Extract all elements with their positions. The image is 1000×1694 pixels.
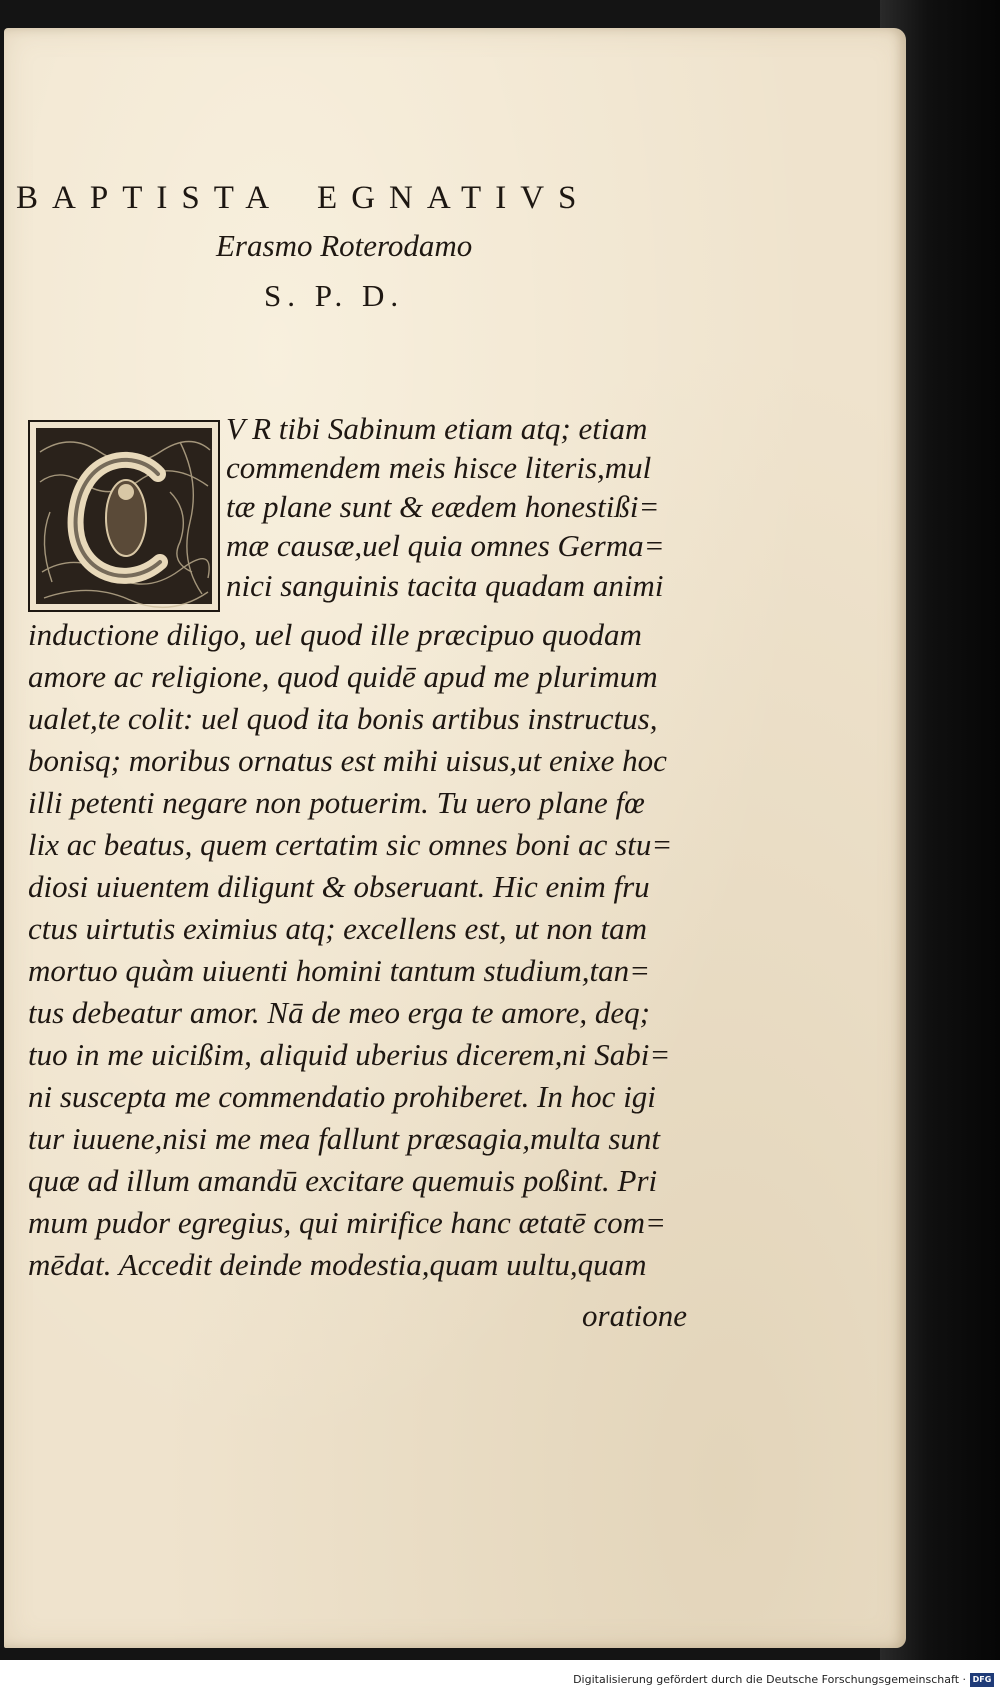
text-line: inductione diligo, uel quod ille præcipuo quodam — [28, 617, 642, 652]
text-line: diosi uiuentem diligunt & obseruant. Hic enim fru — [28, 869, 650, 904]
text-line: illi petenti negare non potuerim. Tu uero plane fœ — [28, 785, 645, 820]
text-line: mum pudor egregius, qui mirifice hanc ætatē com= — [28, 1205, 666, 1240]
text-line: ni suscepta me commendatio prohiberet. In hoc igi — [28, 1079, 656, 1114]
text-line: mēdat. Accedit deinde modestia,quam uultu,quam — [28, 1247, 647, 1282]
text-line: tur iuuene,nisi me mea fallunt præsagia,multa sunt — [28, 1121, 661, 1156]
text-line: nici sanguinis tacita quadam animi — [226, 568, 664, 603]
text-line: tuo in me uicißim, aliquid uberius dicerem,ni Sabi= — [28, 1037, 671, 1072]
text-line: tus debeatur amor. Nā de meo erga te amore, deq; — [28, 995, 650, 1030]
text-line: quæ ad illum amandū excitare quemuis poßint. Pri — [28, 1163, 658, 1198]
text-line: ctus uirtutis eximius atq; excellens est, ut non tam — [28, 911, 648, 946]
text-line: lix ac beatus, quem certatim sic omnes boni ac stu= — [28, 827, 673, 862]
heading-word-1: BAPTISTA — [16, 180, 284, 216]
footer-credit: Digitalisierung gefördert durch die Deutsche Forschungsgemeinschaft · — [573, 1673, 966, 1686]
text-line: bonisq; moribus ornatus est mihi uisus,ut enixe hoc — [28, 743, 667, 778]
text-line: tæ plane sunt & eædem honestißi= — [226, 489, 660, 524]
heading-recipient: Erasmo Roterodamo — [216, 228, 473, 263]
text-line: mortuo quàm uiuenti homini tantum studium,tan= — [28, 953, 650, 988]
heading-word-2: EGNATIVS — [317, 180, 591, 216]
catchword: oratione — [582, 1298, 688, 1333]
heading-salutation: S. P. D. — [264, 278, 405, 313]
text-line: ualet,te colit: uel quod ita bonis artibus instructus, — [28, 701, 658, 736]
text-line: mæ causæ,uel quia omnes Germa= — [226, 528, 665, 563]
footer-bar — [0, 1660, 1000, 1694]
dfg-logo-icon: DFG — [970, 1673, 994, 1687]
text-line: commendem meis hisce literis,mul — [226, 450, 652, 485]
text-line: V R tibi Sabinum etiam atq; etiam — [226, 411, 648, 446]
text-line: amore ac religione, quod quidē apud me plurimum — [28, 659, 658, 694]
